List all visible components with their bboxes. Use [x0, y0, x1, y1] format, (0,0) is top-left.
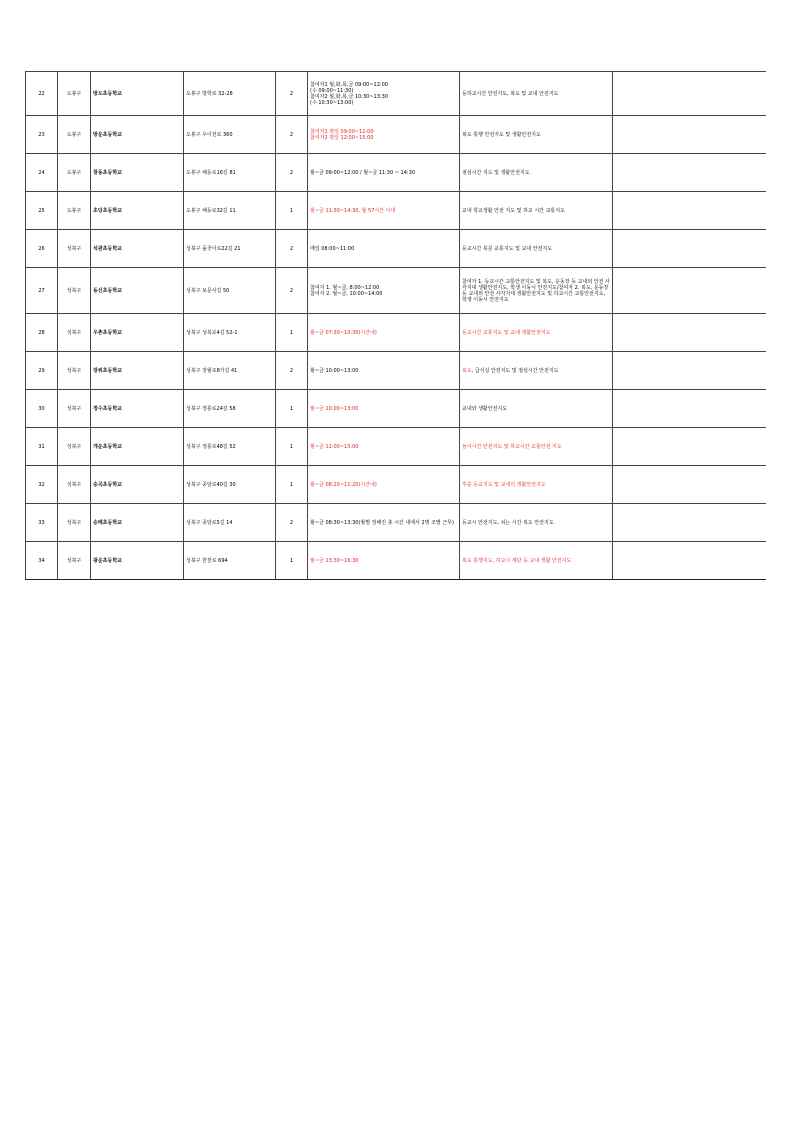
district-cell: 성북구: [58, 504, 91, 542]
school-name-cell: 광운초등학교: [91, 542, 184, 580]
district-cell: 도봉구: [58, 72, 91, 116]
district-cell: 성북구: [58, 352, 91, 390]
participant-count-cell: 1: [276, 542, 308, 580]
row-number-cell: 25: [26, 192, 58, 230]
participant-count-cell: 1: [276, 192, 308, 230]
row-number-cell: 29: [26, 352, 58, 390]
duties-cell: 교내외 생활안전지도: [460, 390, 613, 428]
empty-cell: [613, 390, 766, 428]
participant-count-cell: 2: [276, 504, 308, 542]
work-time-cell: 월~금 13:30~16:30: [308, 542, 460, 580]
address-cell: 성북구 돌곶이로22길 21: [184, 230, 276, 268]
address-cell: 도봉구 해등로32길 11: [184, 192, 276, 230]
duties-highlight: 복도: [462, 367, 472, 374]
empty-cell: [613, 314, 766, 352]
table-row: [26, 542, 766, 580]
duties-cell: 등하교시간 안전지도, 복도 및 교내 안전지도: [460, 72, 613, 116]
work-time-cell: 월~금 07:30~10:30(시간내): [308, 314, 460, 352]
work-time-cell: 월~금 10:00~13:00: [308, 352, 460, 390]
address-cell: 도봉구 해등로16길 81: [184, 154, 276, 192]
work-time-cell: 월~금 09:00~12:00 / 월~금 11:30 ~ 14:30: [308, 154, 460, 192]
empty-cell: [613, 428, 766, 466]
table-row: [26, 268, 766, 314]
duties-cell: 등교시간 교통지도 및 교내 생활안전지도: [460, 314, 613, 352]
row-number-cell: 23: [26, 116, 58, 154]
table-row: [26, 428, 766, 466]
participant-count-cell: 1: [276, 314, 308, 352]
row-number-cell: 30: [26, 390, 58, 428]
address-cell: 도봉구 방학로 32-28: [184, 72, 276, 116]
duties-cell: 복도 통행지도, 하교시 계단 등 교내 생활 안전지도: [460, 542, 613, 580]
duties-rest: , 급식실 안전지도 및 점심시간 안전지도: [471, 367, 559, 374]
row-number-cell: 22: [26, 72, 58, 116]
school-name-cell: 방운초등학교: [91, 116, 184, 154]
participant-count-cell: 2: [276, 116, 308, 154]
empty-cell: [613, 542, 766, 580]
row-number-cell: 24: [26, 154, 58, 192]
work-time-cell: 월~금 08:20~11:20(시간내): [308, 466, 460, 504]
work-time-cell: 참여자1 평일 09:00~12:00 참여자2 평일 12:00~15:00: [308, 116, 460, 154]
duties-cell: [460, 352, 613, 390]
table-row: [26, 154, 766, 192]
school-name-cell: 우촌초등학교: [91, 314, 184, 352]
table-row: [26, 466, 766, 504]
empty-cell: [613, 268, 766, 314]
work-time-cell: 참여자 1. 월~금, 8:00~12:00 참여자 2. 월~금, 10:00~14:00: [308, 268, 460, 314]
address-cell: 성북구 종암로5길 14: [184, 504, 276, 542]
school-name-cell: 장위초등학교: [91, 352, 184, 390]
participant-count-cell: 2: [276, 268, 308, 314]
empty-cell: [613, 504, 766, 542]
address-cell: 도봉구 우이천로 360: [184, 116, 276, 154]
address-cell: 성북구 장월로8가길 41: [184, 352, 276, 390]
address-cell: 성북구 정릉로24길 58: [184, 390, 276, 428]
table-row: [26, 116, 766, 154]
school-name-cell: 방도초등학교: [91, 72, 184, 116]
school-name-cell: 석관초등학교: [91, 230, 184, 268]
duties-cell: 점심시간 지도 및 생활안전지도: [460, 154, 613, 192]
work-time-cell: 월~금 11:30~14:30, 월 57시간 이내: [308, 192, 460, 230]
row-number-cell: 28: [26, 314, 58, 352]
table-row: [26, 390, 766, 428]
table-row: [26, 504, 766, 542]
duties-cell: 놀이시간 안전지도 및 하교시간 교통안전 지도: [460, 428, 613, 466]
participant-count-cell: 1: [276, 390, 308, 428]
district-cell: 성북구: [58, 314, 91, 352]
school-name-cell: 창동초등학교: [91, 154, 184, 192]
address-cell: 성북구 보문사길 50: [184, 268, 276, 314]
participant-count-cell: 1: [276, 428, 308, 466]
table-row: [26, 230, 766, 268]
school-name-cell: 초당초등학교: [91, 192, 184, 230]
district-cell: 도봉구: [58, 192, 91, 230]
row-number-cell: 33: [26, 504, 58, 542]
duties-cell: 후문 등교지도 및 교내의 생활안전지도: [460, 466, 613, 504]
duties-cell: 복도 통행 안전지도 및 생활안전지도: [460, 116, 613, 154]
empty-cell: [613, 72, 766, 116]
address-cell: 성북구 한천로 694: [184, 542, 276, 580]
district-cell: 도봉구: [58, 154, 91, 192]
work-time-cell: 매일 08:00~11:00: [308, 230, 460, 268]
school-name-cell: 숭례초등학교: [91, 504, 184, 542]
school-safety-table: [25, 71, 766, 580]
address-cell: 성북구 성북로4길 52-1: [184, 314, 276, 352]
district-cell: 성북구: [58, 542, 91, 580]
district-cell: 성북구: [58, 390, 91, 428]
table-row: [26, 192, 766, 230]
work-time-cell: 월~금 10:00~13:00: [308, 390, 460, 428]
duties-cell: 등교시간 북문 교통지도 및 교내 안전지도: [460, 230, 613, 268]
row-number-cell: 26: [26, 230, 58, 268]
empty-cell: [613, 116, 766, 154]
empty-cell: [613, 154, 766, 192]
duties-cell: 교내 학교생활 안전 지도 및 하교 시간 교통지도: [460, 192, 613, 230]
participant-count-cell: 2: [276, 72, 308, 116]
school-name-cell: 정수초등학교: [91, 390, 184, 428]
school-name-cell: 동신초등학교: [91, 268, 184, 314]
table-body: [26, 72, 766, 580]
address-cell: 성북구 정릉로48길 52: [184, 428, 276, 466]
row-number-cell: 34: [26, 542, 58, 580]
duties-cell: 참여자 1. 등교시간 교통안전지도 및 복도, 운동장 등 교내외 안전 사각지대 생활안전지도, 학생 이동시 안전지도/참여자 2. 복도, 운동장 등 교내외 안전 사각지대 생활안전지도 및 하교시간 교통안전지도, 학생 이동시 안전지도: [460, 268, 613, 314]
district-cell: 성북구: [58, 268, 91, 314]
address-cell: 성북구 종암로40길 30: [184, 466, 276, 504]
school-name-cell: 숭곡초등학교: [91, 466, 184, 504]
district-cell: 성북구: [58, 428, 91, 466]
empty-cell: [613, 192, 766, 230]
table-row: [26, 314, 766, 352]
district-cell: 성북구: [58, 466, 91, 504]
empty-cell: [613, 230, 766, 268]
participant-count-cell: 1: [276, 466, 308, 504]
row-number-cell: 32: [26, 466, 58, 504]
school-name-cell: 개운초등학교: [91, 428, 184, 466]
row-number-cell: 31: [26, 428, 58, 466]
table-row: [26, 72, 766, 116]
work-time-cell: 월~금 12:00~15:00: [308, 428, 460, 466]
participant-count-cell: 2: [276, 230, 308, 268]
empty-cell: [613, 352, 766, 390]
participant-count-cell: 2: [276, 154, 308, 192]
participant-count-cell: 2: [276, 352, 308, 390]
empty-cell: [613, 466, 766, 504]
duties-cell: 등교시 안전지도, 쉬는 시간 복도 안전지도: [460, 504, 613, 542]
work-time-cell: 월~금 08:30~13:30(월별 정해진 총 시간 내에서 2명 조별 근무): [308, 504, 460, 542]
work-time-cell: 참여자1 월,화,목,금 09:00~12:00 (수 09:00~11:30) 참여자2 월,화,목,금 10:30~13:30 (수 10:30~13:00): [308, 72, 460, 116]
row-number-cell: 27: [26, 268, 58, 314]
district-cell: 도봉구: [58, 116, 91, 154]
district-cell: 성북구: [58, 230, 91, 268]
table-row: [26, 352, 766, 390]
